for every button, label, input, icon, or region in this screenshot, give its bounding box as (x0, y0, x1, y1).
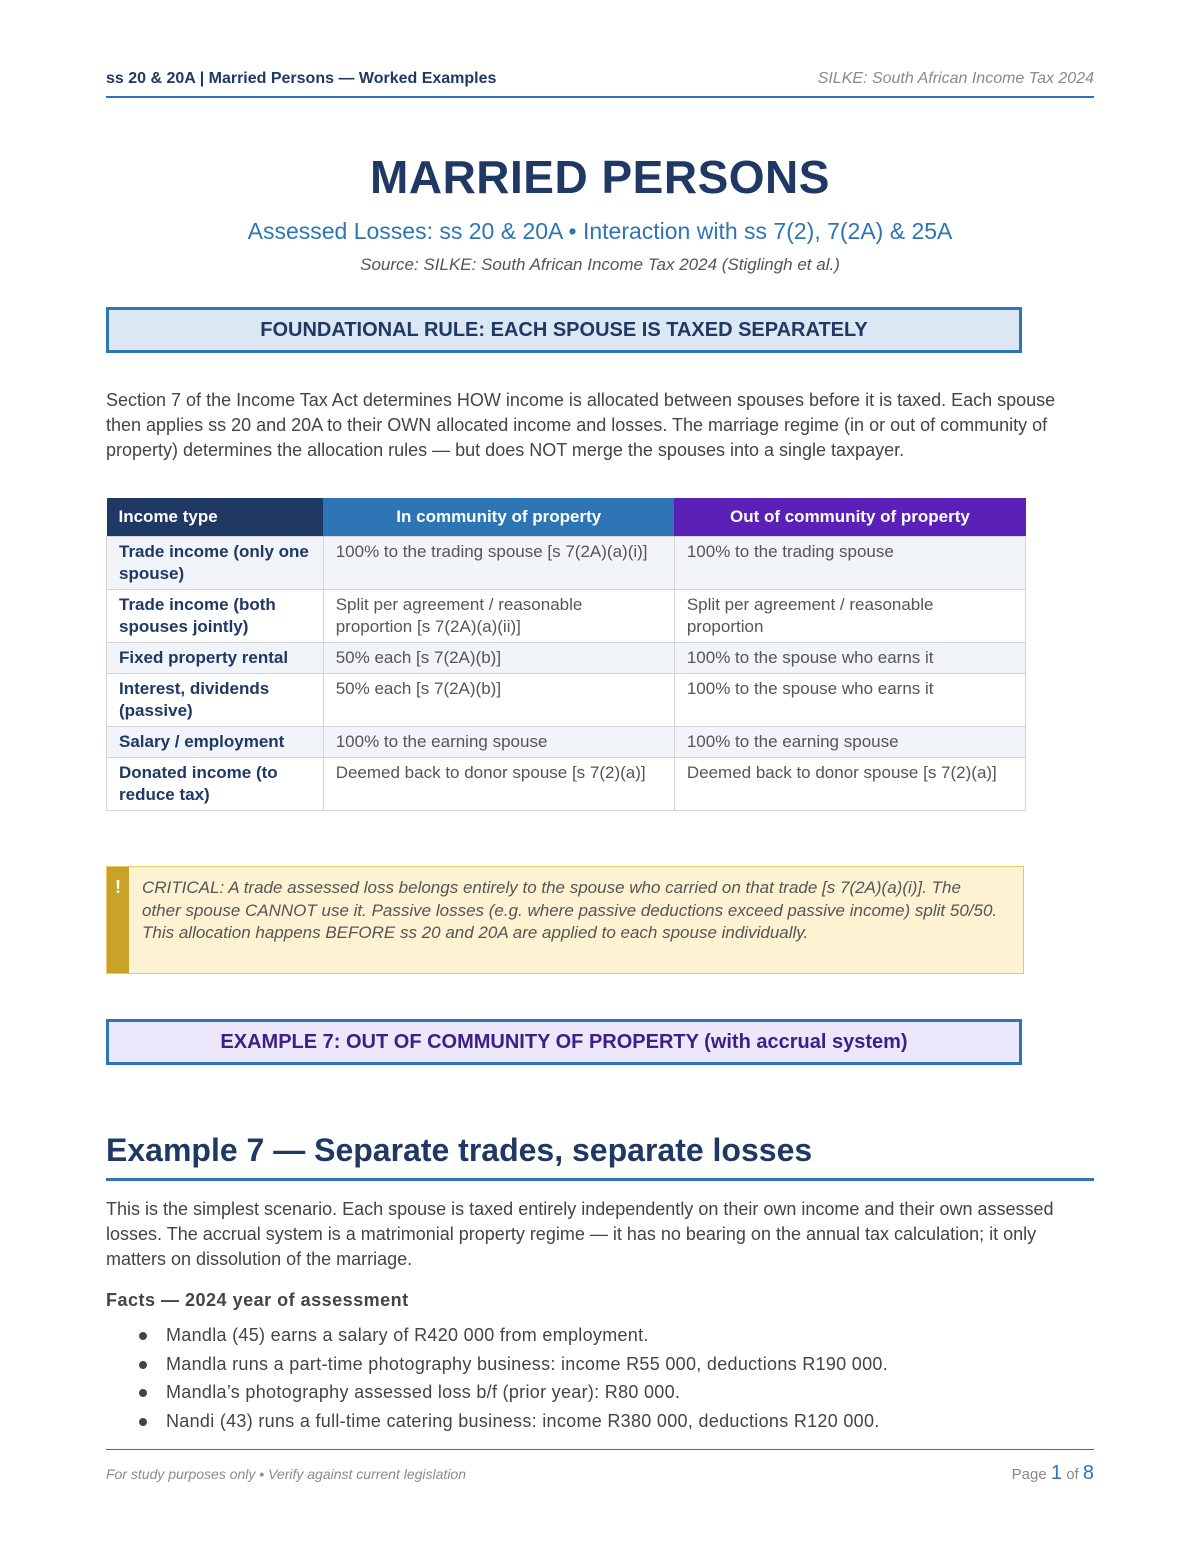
cell-in-community: Deemed back to donor spouse [s 7(2)(a)] (323, 758, 674, 811)
row-label: Salary / employment (107, 727, 324, 758)
list-item (136, 1350, 1096, 1379)
cell-out-of-community: Split per agreement / reasonable proportion (674, 590, 1025, 643)
row-label: Fixed property rental (107, 643, 324, 674)
current-page: 1 (1050, 1462, 1063, 1484)
table-row (107, 758, 1026, 811)
allocation-table (106, 498, 1026, 811)
cell-in-community: 100% to the trading spouse [s 7(2A)(a)(i)] (323, 537, 674, 590)
bullet-icon (139, 1389, 147, 1397)
col-header-out-of-community: Out of community of property (674, 498, 1025, 537)
cell-in-community: 50% each [s 7(2A)(b)] (323, 643, 674, 674)
bullet-icon (139, 1418, 147, 1426)
cell-in-community: Split per agreement / reasonable proportion [s 7(2A)(a)(ii)] (323, 590, 674, 643)
cell-out-of-community: 100% to the spouse who earns it (674, 643, 1025, 674)
header-left: ss 20 & 20A | Married Persons — Worked Examples (106, 70, 497, 87)
foundational-rule-banner: FOUNDATIONAL RULE: EACH SPOUSE IS TAXED SEPARATELY (106, 307, 1022, 353)
page-label: Page (1011, 1466, 1047, 1483)
callout-text: CRITICAL: A trade assessed loss belongs entirely to the spouse who carried on that trade [s 7(2A)(a)(i)]. The other spouse CANNOT use it. Passive losses (e.g. where passive deductions exceed passive income) split 50/50. This allocation happens BEFORE ss 20 and 20A are applied to each spouse individually. (142, 878, 998, 942)
fact-text: Mandla’s photography assessed loss b/f (prior year): R80 000. (166, 1382, 681, 1402)
total-pages: 8 (1082, 1462, 1094, 1484)
table-row (107, 727, 1026, 758)
row-label: Donated income (to reduce tax) (107, 758, 324, 811)
list-item (136, 1407, 1096, 1436)
list-item (136, 1321, 1096, 1350)
bullet-icon (139, 1361, 147, 1369)
page-title: MARRIED PERSONS (370, 151, 830, 203)
header-right: SILKE: South African Income Tax 2024 (817, 70, 1094, 87)
bullet-icon (139, 1332, 147, 1340)
table-row (107, 590, 1026, 643)
fact-text: Mandla runs a part-time photography business: income R55 000, deductions R190 000. (166, 1353, 889, 1374)
table-row (107, 643, 1026, 674)
cell-in-community: 100% to the earning spouse (323, 727, 674, 758)
table-header-row (107, 498, 1026, 537)
facts-list (136, 1321, 1096, 1435)
section-heading: Example 7 — Separate trades, separate losses (106, 1132, 813, 1168)
fact-text: Mandla (45) earns a salary of R420 000 from employment. (166, 1325, 649, 1345)
fact-text: Nandi (43) runs a full-time catering business: income R380 000, deductions R120 000. (166, 1410, 880, 1431)
list-item (136, 1378, 1096, 1407)
page-subtitle: Assessed Losses: ss 20 & 20A • Interaction with ss 7(2), 7(2A) & 25A (247, 218, 953, 244)
section-heading-rule (106, 1178, 1094, 1181)
cell-out-of-community: 100% to the earning spouse (674, 727, 1025, 758)
col-header-in-community: In community of property (323, 498, 674, 537)
cell-out-of-community: 100% to the spouse who earns it (674, 674, 1025, 727)
header-rule (106, 96, 1094, 98)
of-label: of (1066, 1466, 1079, 1483)
section-intro: This is the simplest scenario. Each spouse is taxed entirely independently on their own income and their own assessed losses. The accrual system is a matrimonial property regime — it has no bearing on the annual tax calculation; it only matters on dissolution of the marriage. (106, 1199, 1054, 1269)
col-header-income-type: Income type (107, 498, 324, 537)
footer-rule (106, 1449, 1094, 1450)
example-banner: EXAMPLE 7: OUT OF COMMUNITY OF PROPERTY (with accrual system) (106, 1019, 1022, 1065)
exclamation-icon: ! (115, 877, 121, 897)
row-label: Trade income (only one spouse) (107, 537, 324, 590)
critical-callout (106, 866, 1024, 974)
table-row (107, 537, 1026, 590)
footer-disclaimer: For study purposes only • Verify against current legislation (106, 1466, 467, 1482)
source-line: Source: SILKE: South African Income Tax 2024 (Stiglingh et al.) (360, 255, 840, 274)
running-header (106, 68, 1094, 92)
facts-heading: Facts — 2024 year of assessment (106, 1290, 409, 1310)
cell-out-of-community: 100% to the trading spouse (674, 537, 1025, 590)
cell-out-of-community: Deemed back to donor spouse [s 7(2)(a)] (674, 758, 1025, 811)
table-row (107, 674, 1026, 727)
row-label: Interest, dividends (passive) (107, 674, 324, 727)
row-label: Trade income (both spouses jointly) (107, 590, 324, 643)
intro-paragraph: Section 7 of the Income Tax Act determines HOW income is allocated between spouses before it is taxed. Each spouse then applies ss 20 and 20A to their OWN allocated income and losses. The marriage regime (in or out of community of property) determines the allocation rules — but does NOT merge the spouses into a single taxpayer. (106, 390, 1056, 460)
page-number (1012, 1462, 1094, 1485)
document-page (106, 0, 1094, 1553)
cell-in-community: 50% each [s 7(2A)(b)] (323, 674, 674, 727)
